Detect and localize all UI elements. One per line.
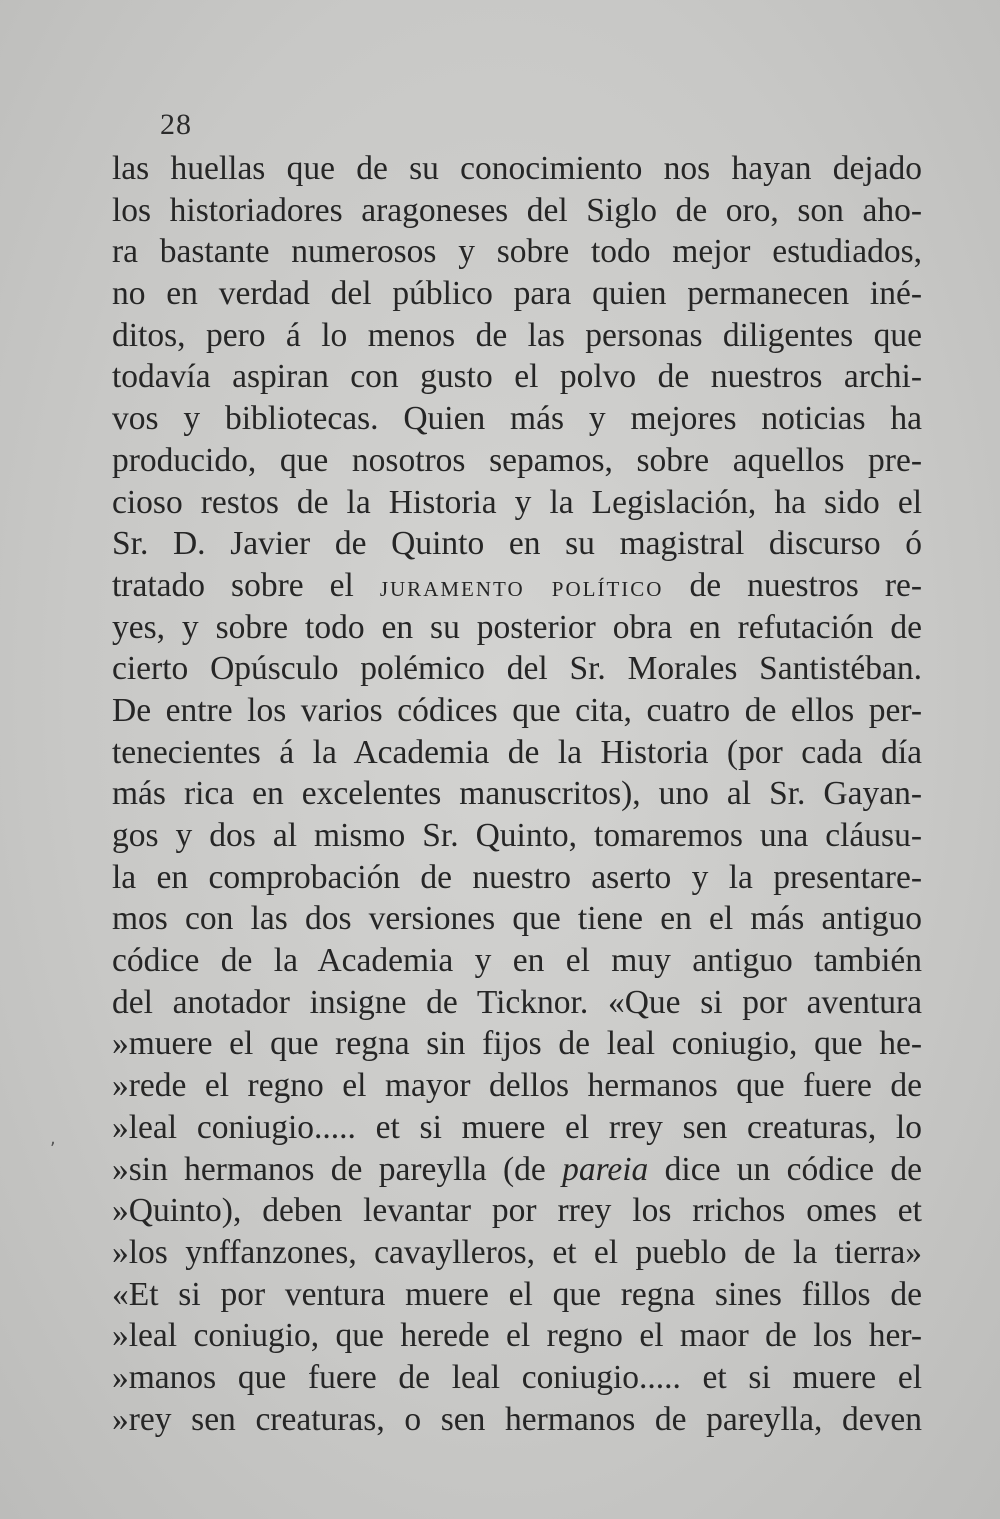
text-line: las huellas que de su conocimiento nos hayan dejado	[112, 150, 922, 187]
text-line: producido, que nosotros sepamos, sobre aquellos pre-	[112, 441, 922, 479]
italic-text: pareia	[562, 1150, 649, 1188]
text-line: ditos, pero á lo menos de las personas diligentes que	[112, 316, 922, 354]
text-line: cierto Opúsculo polémico del Sr. Morales Santistéban.	[112, 650, 922, 688]
text-line: mos con las dos versiones que tiene en el más antiguo	[112, 900, 922, 938]
text-line: »leal coniugio, que herede el regno el maor de los her-	[112, 1317, 922, 1355]
text-line: los historiadores aragoneses del Siglo de oro, son aho-	[112, 191, 922, 229]
text-line: »muere el que regna sin fijos de leal coniugio, que he-	[112, 1025, 922, 1063]
text-line: la en comprobación de nuestro aserto y la presentare-	[112, 858, 922, 896]
text-line: »Quinto), deben levantar por rrey los rrichos omes et	[112, 1192, 922, 1230]
text-line: del anotador insigne de Ticknor. «Que si por aventura	[112, 983, 922, 1021]
text-segment: dice un códice de	[648, 1150, 923, 1188]
text-line: De entre los varios códices que cita, cuatro de ellos per-	[112, 691, 922, 729]
text-line	[112, 1149, 922, 1191]
page-number: 28	[160, 108, 192, 141]
text-line	[112, 565, 922, 607]
text-line: «Et si por ventura muere el que regna sines fillos de	[112, 1275, 922, 1313]
text-line: vos y bibliotecas. Quien más y mejores noticias ha	[112, 400, 922, 438]
text-segment: de nuestros re-	[663, 566, 922, 604]
small-caps-text: juramento político	[379, 569, 664, 603]
text-segment: »sin hermanos de pareylla (de	[112, 1150, 563, 1188]
text-segment: tratado sobre el	[112, 566, 380, 604]
body-text	[112, 148, 922, 1440]
text-line: ra bastante numerosos y sobre todo mejor estudiados,	[112, 233, 922, 271]
text-line: »leal coniugio..... et si muere el rrey sen creaturas, lo	[112, 1108, 922, 1146]
text-line: »manos que fuere de leal coniugio..... et si muere el	[112, 1358, 922, 1396]
text-line: códice de la Academia y en el muy antiguo también	[112, 942, 922, 980]
text-line: yes, y sobre todo en su posterior obra en refutación de	[112, 608, 922, 646]
text-line: tenecientes á la Academia de la Historia (por cada día	[112, 733, 922, 771]
text-line: »rey sen creaturas, o sen hermanos de pareylla, deven	[112, 1400, 922, 1438]
text-line: más rica en excelentes manuscritos), uno al Sr. Gayan-	[112, 775, 922, 813]
margin-mark: ,	[50, 1128, 56, 1149]
text-line: no en verdad del público para quien permanecen iné-	[112, 275, 922, 313]
text-line: todavía aspiran con gusto el polvo de nuestros archi-	[112, 358, 922, 396]
text-line: »los ynffanzones, cavaylleros, et el pueblo de la tierra»	[112, 1233, 922, 1271]
text-line: »rede el regno el mayor dellos hermanos que fuere de	[112, 1067, 922, 1105]
text-line: Sr. D. Javier de Quinto en su magistral discurso ó	[112, 525, 922, 563]
text-line: cioso restos de la Historia y la Legislación, ha sido el	[112, 483, 922, 521]
text-line: gos y dos al mismo Sr. Quinto, tomaremos una cláusu-	[112, 817, 922, 854]
